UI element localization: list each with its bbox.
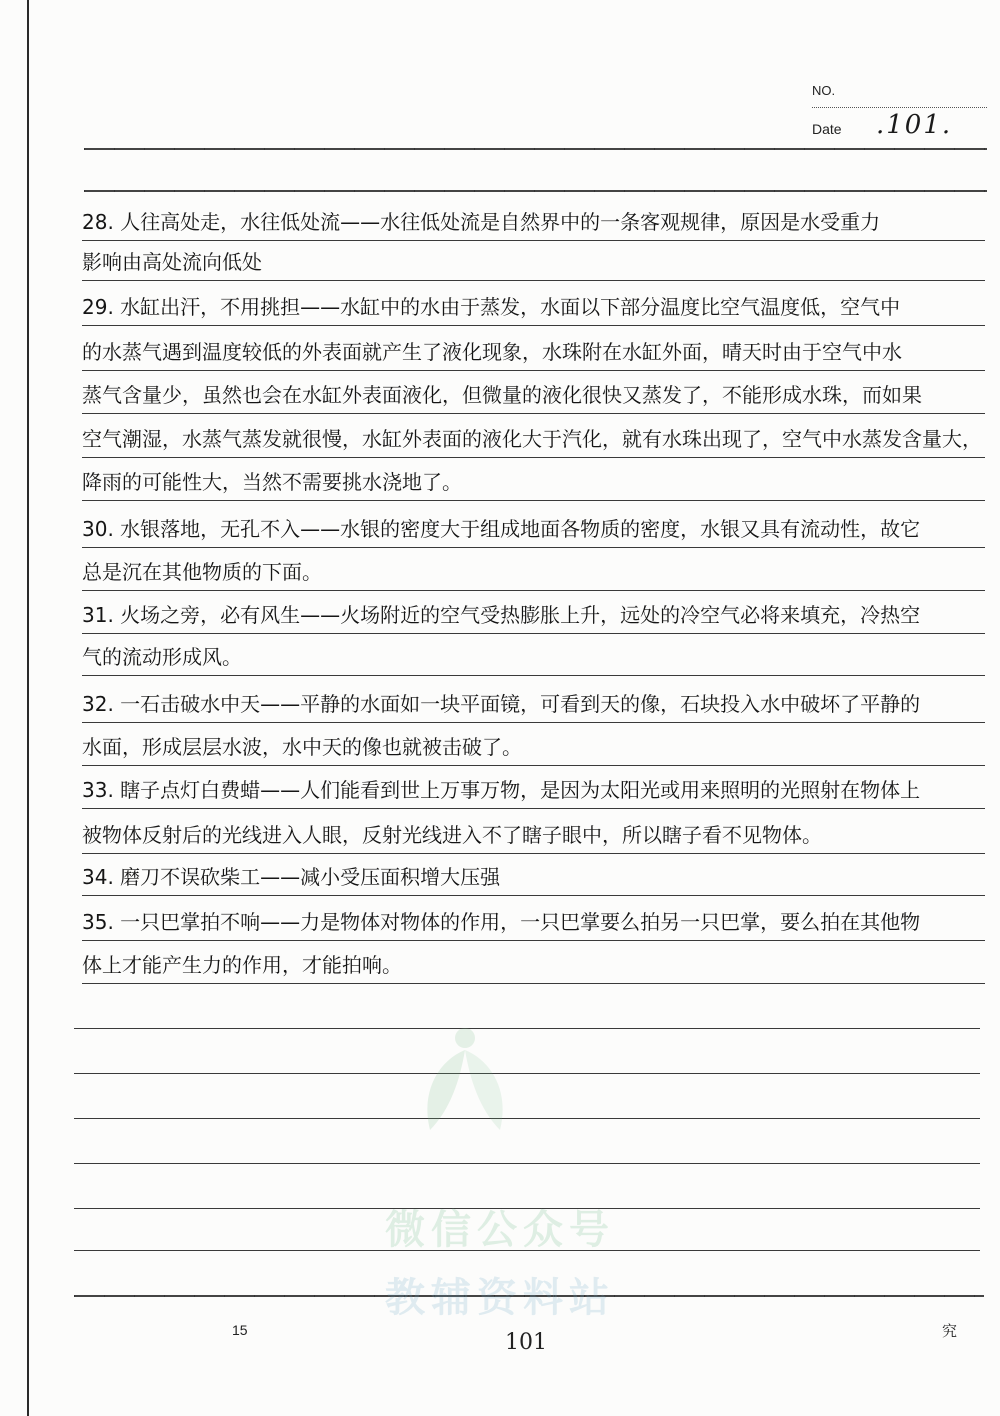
ruled-line (84, 190, 987, 192)
text-line: 降雨的可能性大，当然不需要挑水浇地了。 (82, 470, 462, 494)
ruled-line (82, 240, 985, 241)
header-date-value: .101. (876, 110, 953, 140)
text-line: 29. 水缸出汗，不用挑担——水缸中的水由于蒸发，水面以下部分温度比空气温度低，空气中 (82, 295, 901, 319)
text-line: 影响由高处流向低处 (82, 250, 262, 274)
text-line: 33. 瞎子点灯白费蜡——人们能看到世上万事万物，是因为太阳光或用来照明的光照射在物体上 (82, 778, 921, 802)
ruled-line (82, 457, 985, 458)
ruled-line (82, 590, 985, 591)
ruled-line (82, 675, 985, 676)
ruled-line (82, 280, 985, 281)
text-line: 总是沉在其他物质的下面。 (82, 560, 322, 584)
ruled-line (82, 765, 985, 766)
ruled-line (82, 413, 985, 414)
ruled-line (82, 983, 985, 984)
watermark-logo (380, 1020, 550, 1140)
text-line: 体上才能产生力的作用，才能拍响。 (82, 953, 402, 977)
ruled-line (82, 808, 985, 809)
ruled-line (82, 895, 985, 896)
text-line: 28. 人往高处走，水往低处流——水往低处流是自然界中的一条客观规律，原因是水受重力 (82, 210, 881, 234)
ruled-line (82, 722, 985, 723)
text-line: 的水蒸气遇到温度较低的外表面就产生了液化现象，水珠附在水缸外面，晴天时由于空气中水 (82, 340, 902, 364)
text-line: 34. 磨刀不误砍柴工——减小受压面积增大压强 (82, 865, 501, 889)
header-no-label: NO. (812, 83, 836, 98)
ruled-line (82, 500, 985, 501)
text-line: 35. 一只巴掌拍不响——力是物体对物体的作用，一只巴掌要么拍另一只巴掌，要么拍在其他物 (82, 910, 921, 934)
ruled-line (82, 325, 985, 326)
text-line: 31. 火场之旁，必有风生——火场附近的空气受热膨胀上升，远处的冷空气必将来填充，冷热空 (82, 603, 921, 627)
text-line: 蒸气含量少，虽然也会在水缸外表面液化，但微量的液化很快又蒸发了，不能形成水珠，而如果 (82, 383, 922, 407)
ruled-line (74, 1163, 980, 1164)
text-line: 空气潮湿，水蒸气蒸发就很慢，水缸外表面的液化大于汽化，就有水珠出现了，空气中水蒸发含量大， (82, 427, 982, 451)
watermark-text-line2: 教辅资料站 (385, 1275, 615, 1321)
text-line: 水面，形成层层水波，水中天的像也就被击破了。 (82, 735, 522, 759)
watermark-text-line1: 微信公众号 (385, 1207, 615, 1253)
header-dotted-divider (812, 107, 987, 108)
text-line: 被物体反射后的光线进入人眼，反射光线进入不了瞎子眼中，所以瞎子看不见物体。 (82, 823, 822, 847)
text-line: 32. 一石击破水中天——平静的水面如一块平面镜，可看到天的像，石块投入水中破坏了平静的 (82, 692, 921, 716)
footer-right-mark: 究 (942, 1322, 958, 1340)
text-line: 气的流动形成风。 (82, 645, 242, 669)
ruled-line (82, 940, 985, 941)
header-date-label: Date (812, 121, 842, 137)
ruled-line (82, 370, 985, 371)
ruled-line (82, 547, 985, 548)
ruled-line (82, 633, 985, 634)
footer-left-number: 15 (232, 1322, 248, 1338)
ruled-line (82, 853, 985, 854)
text-line: 30. 水银落地，无孔不入——水银的密度大于组成地面各物质的密度，水银又具有流动性，故它 (82, 517, 921, 541)
ruled-line (84, 148, 987, 150)
page-number: 101 (505, 1330, 547, 1355)
